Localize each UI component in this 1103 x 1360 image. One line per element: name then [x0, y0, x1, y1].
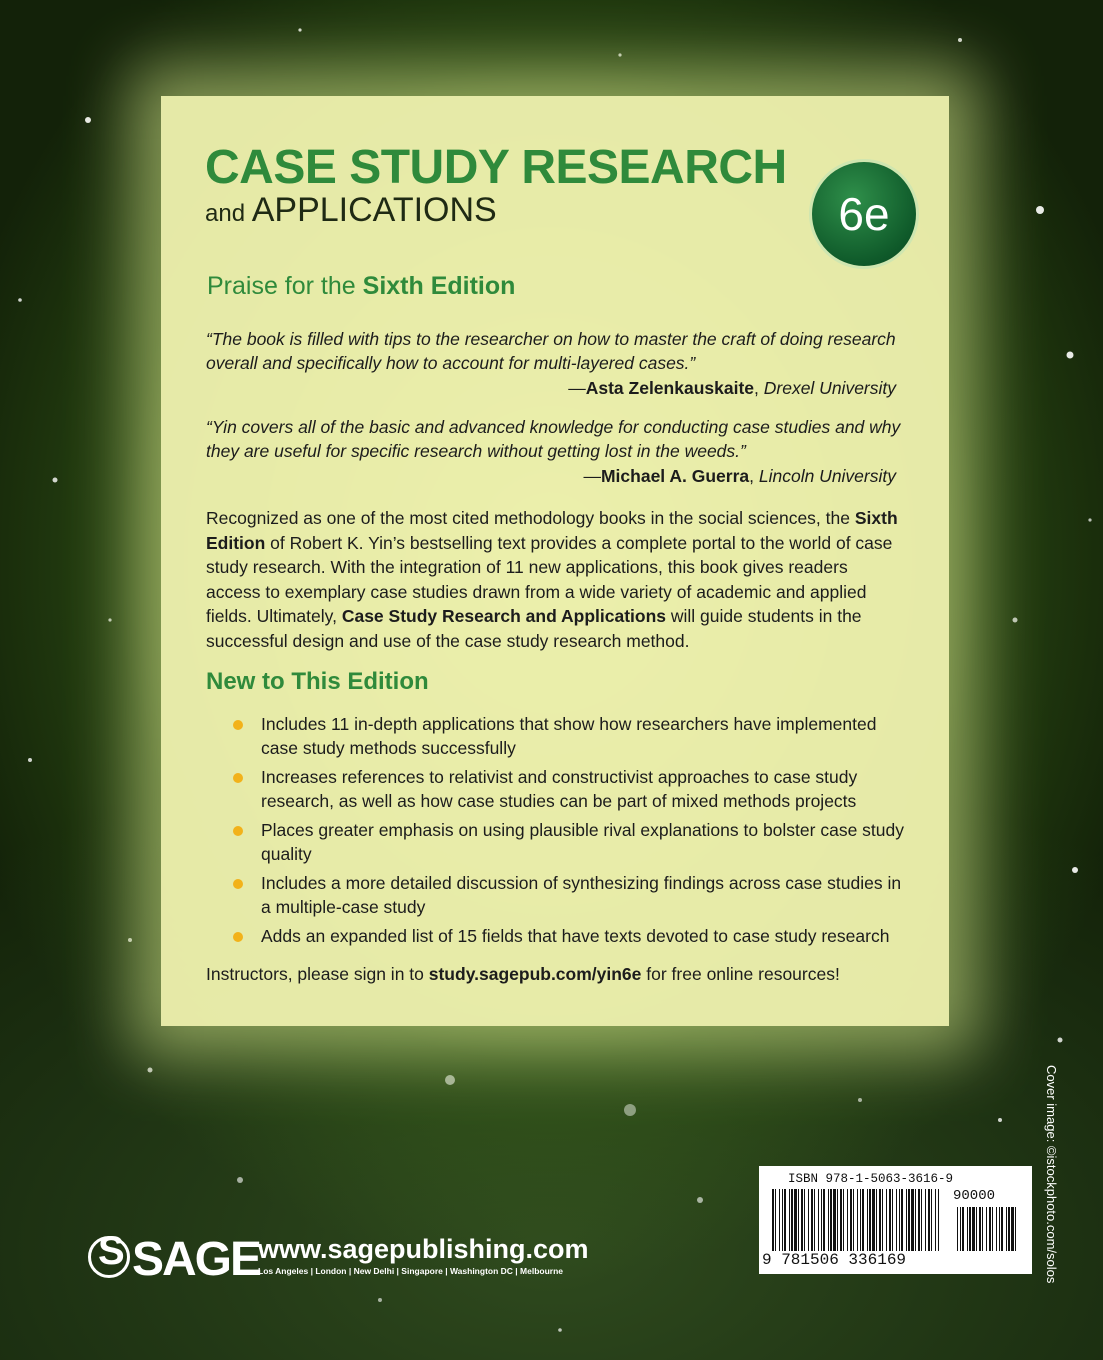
book-subtitle [205, 191, 497, 230]
bullet-dot-icon [233, 879, 243, 889]
new-edition-heading: New to This Edition [206, 668, 429, 695]
praise-prefix: Praise for the [207, 272, 363, 300]
attribution-name: Asta Zelenkauskaite [585, 378, 755, 398]
list-item [233, 765, 913, 813]
instructors-link[interactable]: study.sagepub.com/yin6e [428, 964, 642, 984]
quote-2-attribution [583, 466, 896, 487]
list-item-text: Increases references to relativist and constructivist approaches to case study research, as well as how case studies can be part of mixed methods projects [261, 767, 858, 811]
list-item-text: Adds an expanded list of 15 fields that have texts devoted to case study research [261, 926, 890, 946]
list-item-text: Includes a more detailed discussion of synthesizing findings across case studies in a multiple-case study [261, 873, 902, 917]
desc-part3: will guide students in the successful design and use of the case study research method. [206, 606, 862, 651]
instructors-note [206, 964, 840, 985]
desc-bold2: Case Study Research and Applications [341, 606, 666, 626]
bullet-dot-icon [233, 773, 243, 783]
praise-heading [207, 272, 515, 301]
list-item [233, 712, 913, 760]
attribution-affiliation: Drexel University [763, 378, 896, 398]
barcode-icon [772, 1189, 1022, 1251]
list-item-text: Includes 11 in-depth applications that show how researchers have implemented case study methods successfully [261, 714, 877, 758]
attribution-sep: , [749, 466, 759, 486]
list-item [233, 818, 913, 866]
praise-bold: Sixth Edition [362, 272, 516, 300]
quote-1-attribution [568, 378, 896, 399]
attribution-sep: , [754, 378, 764, 398]
attribution-dash: — [568, 378, 586, 398]
list-item-text: Places greater emphasis on using plausible rival explanations to bolster case study quality [261, 820, 904, 864]
list-item [233, 871, 913, 919]
edition-badge: 6e [812, 162, 916, 266]
description-paragraph [206, 506, 906, 653]
subtitle-and: and [205, 200, 252, 227]
desc-part1: Recognized as one of the most cited methodology books in the social sciences, the [206, 508, 855, 528]
attribution-name: Michael A. Guerra [600, 466, 750, 486]
isbn-text: ISBN 978-1-5063-3616-9 [788, 1172, 954, 1186]
feature-list [233, 712, 913, 953]
desc-bold1: Sixth Edition [206, 508, 898, 553]
list-item [233, 924, 913, 948]
instructors-prefix: Instructors, please sign in to [206, 964, 429, 984]
cover-credit [1043, 1065, 1063, 1285]
publisher-cities: Los Angeles | London | New Delhi | Singapore | Washington DC | Melbourne [258, 1266, 563, 1276]
subtitle-applications: APPLICATIONS [251, 191, 497, 229]
book-title: CASE STUDY RESEARCH [205, 141, 787, 194]
publisher-url[interactable]: www.sagepublishing.com [258, 1234, 589, 1264]
instructors-suffix: for free online resources! [641, 964, 840, 984]
bullet-dot-icon [233, 826, 243, 836]
attribution-dash: — [583, 466, 601, 486]
barcode-number: 9 781506 336169 [762, 1251, 907, 1269]
bullet-dot-icon [233, 932, 243, 942]
price-code: 90000 [953, 1188, 996, 1204]
quote-2: “Yin covers all of the basic and advanced knowledge for conducting case studies and why they are useful for specific research without getting lost in the weeds.” [206, 417, 901, 461]
attribution-affiliation: Lincoln University [758, 466, 896, 486]
sage-logo-text: SAGE [132, 1233, 261, 1286]
sage-logo [88, 1232, 261, 1286]
desc-part2: of Robert K. Yin’s bestselling text provides a complete portal to the world of case study research. With the integration of 11 new applications, this book gives readers access to exemplary case studies drawn from a wide variety of academic and applied fields. Ultimately, [206, 532, 893, 626]
cover-credit-text: Cover image: ©istockphoto.com/solos [1044, 1065, 1059, 1284]
bullet-dot-icon [233, 720, 243, 730]
sage-circle-icon [88, 1236, 130, 1278]
quote-1: “The book is filled with tips to the researcher on how to master the craft of doing research overall and specifically how to account for multi-layered cases.” [206, 329, 896, 373]
